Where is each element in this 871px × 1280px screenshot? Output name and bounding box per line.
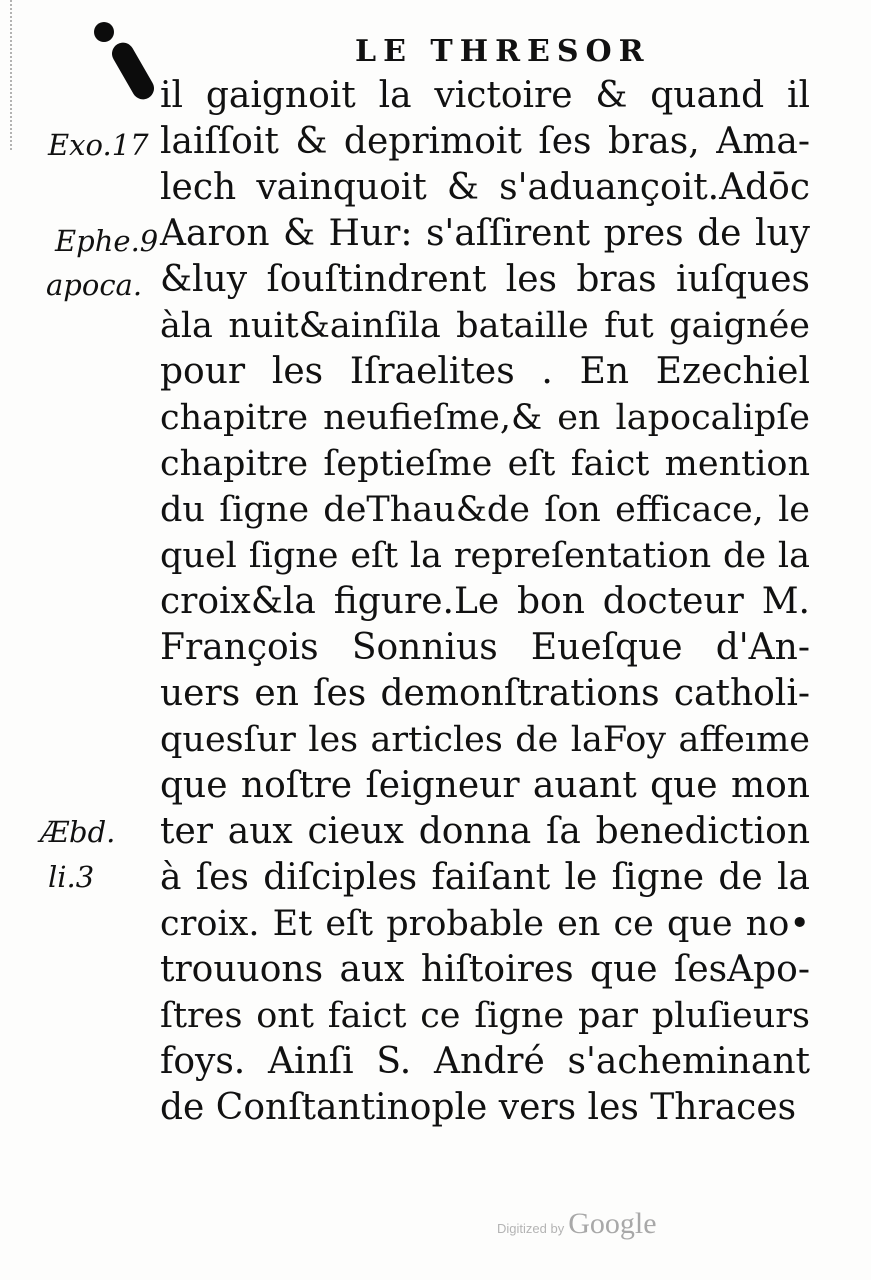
text-line: croix&la figure.Le bon docteur M. — [160, 581, 810, 622]
text-line: du ſigne deThau&de ſon efficace, le — [160, 490, 810, 530]
text-line: il gaignoit la victoire & quand il — [160, 75, 810, 116]
text-line: laiſſoit & deprimoit ſes bras, Ama- — [160, 121, 810, 162]
text-line: ſtres ont faict ce ſigne par pluſieurs — [160, 996, 810, 1036]
margin-note-apocalypse: apoca. — [46, 268, 143, 302]
digitized-prefix: Digitized by — [497, 1221, 565, 1236]
text-line: chapitre ſeptieſme eſt faict mention — [160, 444, 810, 484]
text-line: de Conſtantinople vers les Thraces — [160, 1087, 797, 1128]
ink-blot — [94, 22, 114, 42]
text-line: François Sonnius Eueſque d'An- — [160, 627, 810, 668]
text-line: lech vainquoit & s'aduançoit.Adōc — [160, 167, 810, 208]
running-head: LE THRESOR — [355, 34, 651, 69]
margin-note-exodus: Exo.17 — [48, 128, 149, 162]
page-edge-shadow — [0, 0, 12, 150]
text-line: croix. Et eſt probable en ce que no• — [160, 904, 810, 944]
text-line: foys. Ainſi S. André s'acheminant — [160, 1041, 810, 1082]
text-line: ter aux cieux donna ſa benediction — [160, 811, 810, 852]
text-line: pour les Iſraelites . En Ezechiel — [160, 351, 810, 392]
google-logo: Google — [568, 1207, 657, 1240]
margin-note-book-ref: li.3 — [48, 860, 95, 894]
text-line: quesſur les articles de laFoy affeıme — [160, 720, 810, 760]
body-text — [160, 73, 810, 1131]
text-line: &luy ſouſtindrent les bras iuſques — [160, 259, 810, 300]
text-line: que noſtre ſeigneur auant que mon — [160, 765, 810, 806]
text-line: quel ſigne eſt la repreſentation de la — [160, 536, 810, 576]
text-line: àla nuit&ainſila bataille fut gaignée — [160, 306, 810, 346]
margin-note-abdias: Æbd. — [40, 815, 116, 849]
text-line: trouuons aux hiſtoires que ſesApo- — [160, 949, 810, 990]
text-line: à ſes diſciples faiſant le ſigne de la — [160, 857, 810, 898]
text-line: uers en ſes demonſtrations catholi- — [160, 673, 810, 714]
margin-note-ephesians: Ephe.9 — [55, 224, 159, 258]
text-line: chapitre neufieſme,& en lapocalipſe — [160, 398, 810, 438]
ink-smudge — [108, 39, 158, 104]
digitized-watermark — [497, 1207, 657, 1241]
text-line: Aaron & Hur: s'aſſirent pres de luy — [160, 213, 810, 254]
